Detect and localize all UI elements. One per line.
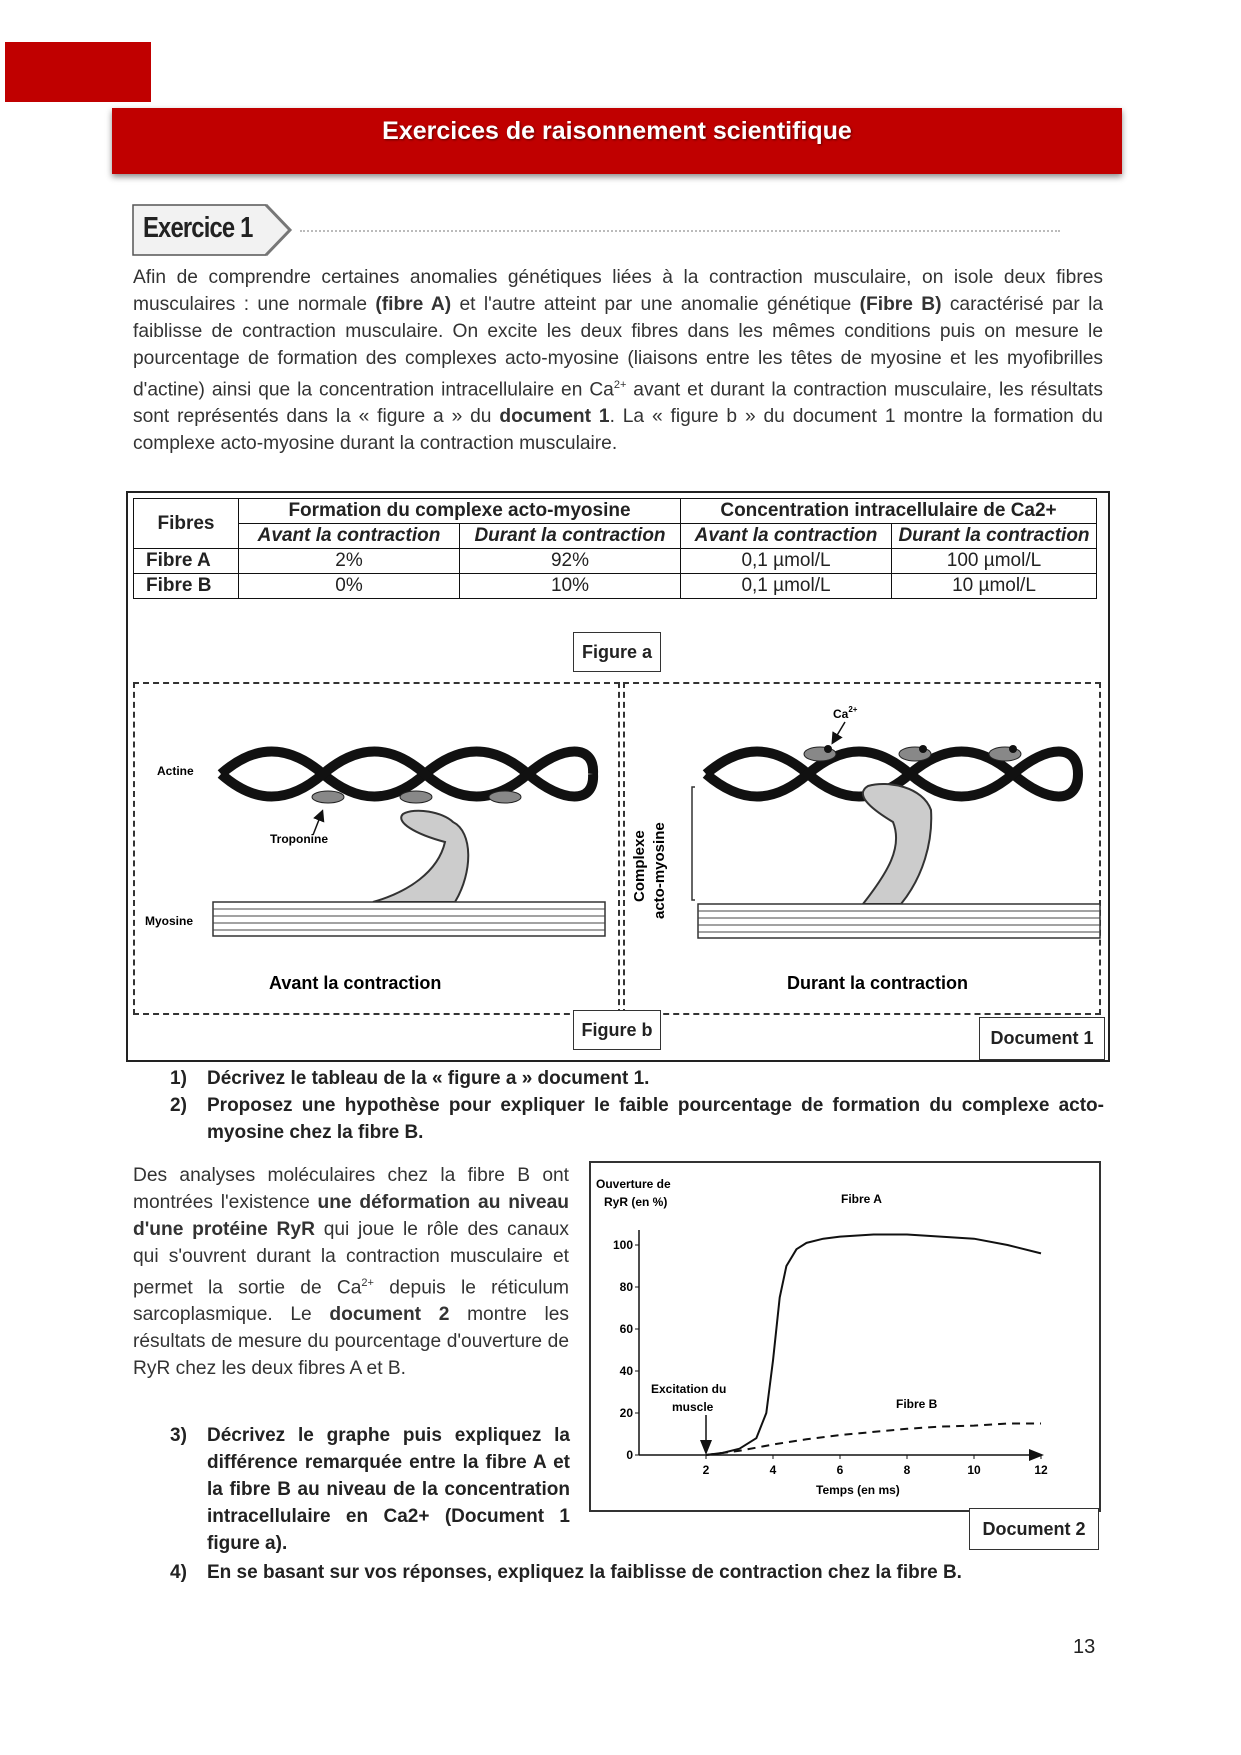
myosin-filament (213, 902, 605, 936)
table-row: Fibre A 2% 92% 0,1 µmol/L 100 µmol/L (134, 549, 1097, 574)
x-tick-label: 6 (836, 1463, 844, 1477)
page-title: Exercices de raisonnement scientifique (382, 116, 852, 145)
series-label-fibre-b: Fibre B (896, 1397, 938, 1411)
x-tick-label: 12 (1034, 1463, 1048, 1477)
x-axis-label: Temps (en ms) (816, 1483, 900, 1497)
intro-paragraph: Afin de comprendre certaines anomalies génétiques liées à la contraction musculaire, on isole deux fibres musculaires : une normale (fibre A) et l'autre atteint par une anomalie génétique (Fibre B) caractérisé par la faiblisse de contraction musculaire. On excite les deux fibres dans les mêmes conditions puis on mesure le pourcentage de formation des complexes acto-myosine (liaisons entre les têtes de myosine et les myofibrilles d'actine) ainsi que la concentration intracellulaire en $Ca^{2+}$ avant et durant la contraction musculaire, les résultats sont représentés dans la « figure a » du document 1. La « figure b » du document 1 montre la formation du complexe acto-myosine durant la contraction musculaire. (133, 267, 1103, 455)
y-tick-label: 0 (626, 1448, 633, 1462)
complex-bracket (692, 787, 695, 900)
results-table (133, 498, 1097, 599)
series-label-fibre-a: Fibre A (841, 1192, 882, 1206)
figure-b-label: Figure b (573, 1010, 661, 1050)
calcium-header: Concentration intracellulaire de Ca2+ (681, 499, 1097, 524)
question-2: 2) Proposez une hypothèse pour expliquer le faible pourcentage de formation du complexe acto-myosine chez la fibre B. (170, 1095, 1104, 1143)
sub-header-before: Avant la contraction (681, 524, 892, 549)
svg-text:Actine: Actine (157, 764, 194, 778)
y-tick-label: 60 (619, 1322, 633, 1336)
y-tick-label: 80 (619, 1280, 633, 1294)
question-3: 3) Décrivez le graphe puis expliquez la différence remarquée entre la fibre A et la fibre B au niveau de la concentration intracellulaire en Ca2+ (Document 1 figure a). (170, 1425, 570, 1554)
sub-header-during: Durant la contraction (892, 524, 1097, 549)
myosin-head (373, 811, 468, 902)
sub-header-before: Avant la contraction (239, 524, 460, 549)
svg-text:Complexe: Complexe (631, 830, 648, 902)
x-tick-label: 10 (967, 1463, 981, 1477)
figure-b-illustration (133, 682, 1103, 1017)
dotted-rule (300, 230, 1060, 232)
x-tick-label: 8 (903, 1463, 911, 1477)
svg-text:Ca2+: $Ca^{2+}$ (833, 705, 858, 721)
table-row: Fibre B 0% 10% 0,1 µmol/L 10 µmol/L (134, 574, 1097, 599)
svg-text:acto-myosine: acto-myosine (651, 822, 668, 919)
ryr-opening-chart (591, 1163, 1095, 1506)
question-4: 4) En se basant sur vos réponses, expliquez la faiblisse de contraction chez la fibre B. (170, 1562, 962, 1583)
troponin-shape (312, 791, 344, 803)
ryr-paragraph: Des analyses moléculaires chez la fibre B ont montrées l'existence une déformation au niveau d'une protéine RyR qui joue le rôle des canaux qui s'ouvrent durant la contraction musculaire et permet la sortie de $Ca^{2+}$ depuis le réticulum sarcoplasmique. Le document 2 montre les résultats de mesure du pourcentage d'ouverture de RyR chez les deux fibres A et B. (133, 1165, 570, 1380)
annotation-1: Excitation du (651, 1382, 727, 1396)
actomyosin-header: Formation du complexe acto-myosine (239, 499, 681, 524)
page-number: 13 (1073, 1636, 1096, 1658)
y-tick-label: 40 (619, 1364, 633, 1378)
svg-text:Durant la contraction: Durant la contraction (787, 973, 969, 993)
corner-decoration (5, 42, 151, 102)
series-line-fibre-a (706, 1235, 1041, 1456)
page-banner (112, 108, 1122, 174)
exercise-label: Exercice 1 (143, 212, 253, 244)
fibres-header: Fibres (134, 499, 239, 549)
x-tick-label: 4 (769, 1463, 777, 1477)
svg-text:Myosine: Myosine (145, 914, 194, 928)
document-1-label: Document 1 (979, 1017, 1105, 1060)
x-tick-label: 2 (702, 1463, 710, 1477)
y-axis-label-2: RyR (en %) (604, 1195, 668, 1209)
y-tick-label: 20 (619, 1406, 633, 1420)
during-contraction-diagram (692, 722, 1100, 938)
document-2-label: Document 2 (969, 1508, 1099, 1550)
annotation-2: muscle (672, 1400, 714, 1414)
figure-a-label: Figure a (573, 632, 661, 672)
svg-text:Avant la contraction: Avant la contraction (269, 973, 442, 993)
y-tick-label: 100 (612, 1238, 633, 1252)
question-1: 1) Décrivez le tableau de la « figure a » document 1. (170, 1068, 650, 1089)
y-axis-label-1: Ouverture de (596, 1177, 671, 1191)
sub-header-during: Durant la contraction (460, 524, 681, 549)
svg-text:Troponine: Troponine (270, 832, 328, 846)
